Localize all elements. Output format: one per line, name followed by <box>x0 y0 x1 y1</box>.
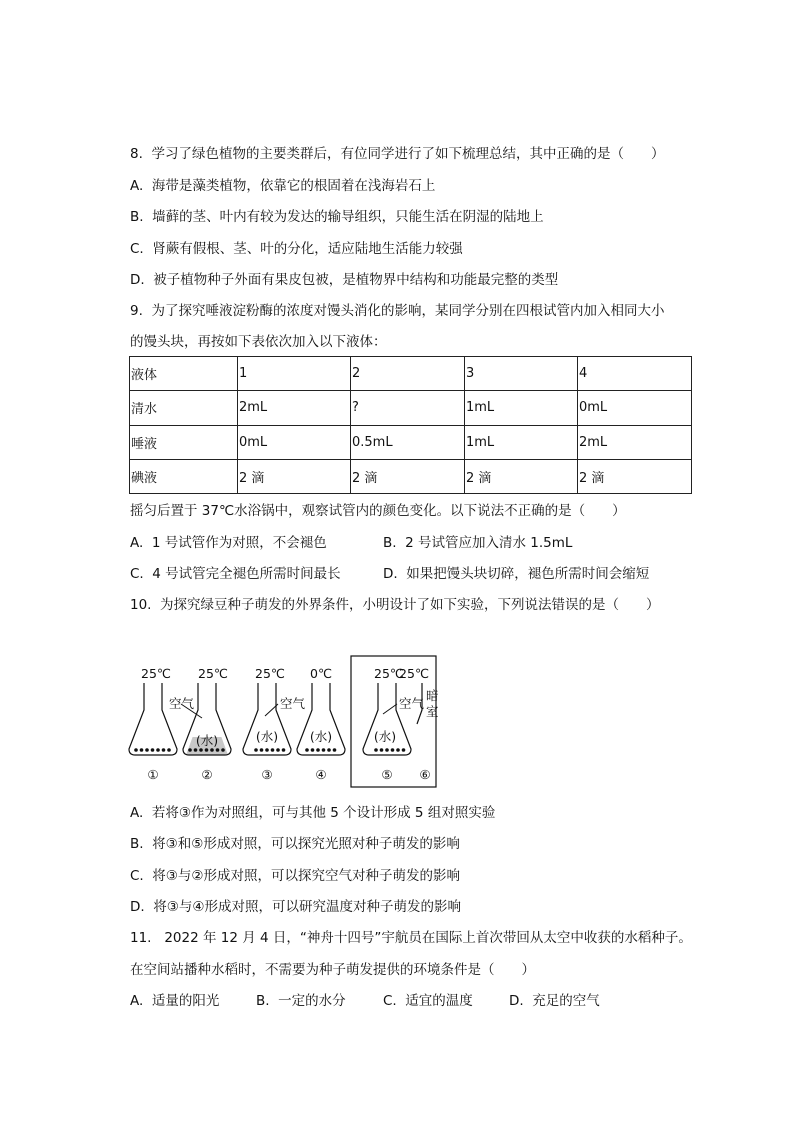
flask-5-number: ⑤ <box>381 767 393 782</box>
flask-6-number: ⑥ <box>419 767 431 782</box>
flask-3-number: ③ <box>261 767 273 782</box>
seed-germination-figure <box>125 652 440 794</box>
q9-stem-line2: 的馒头块，再按如下表依次加入以下液体： <box>130 334 387 350</box>
q9-stem-line1: 9. 为了探究唾液淀粉酶的浓度对馒头消化的影响，某同学分别在四根试管内加入相同大小 <box>130 303 665 319</box>
flask-2-water-label: (水) <box>195 733 219 748</box>
flask-5-temp: 25℃ <box>374 666 404 681</box>
table-cell: 2 滴 <box>578 459 692 493</box>
table-row <box>130 459 692 493</box>
q10-stem: 10. 为探究绿豆种子萌发的外界条件，小明设计了如下实验，下列说法错误的是（ ） <box>130 597 660 613</box>
table-cell: 清水 <box>130 391 238 425</box>
table-cell: 2mL <box>238 391 351 425</box>
q11-option-b: B. 一定的水分 <box>256 993 346 1009</box>
flask-3 <box>243 683 291 755</box>
flask-1 <box>129 683 177 755</box>
table-cell: 碘液 <box>130 459 238 493</box>
q11-option-a: A. 适量的阳光 <box>130 993 220 1009</box>
q9-option-c: C. 4 号试管完全褪色所需时间最长 <box>130 566 341 582</box>
q11-option-d: D. 充足的空气 <box>509 993 600 1009</box>
q8-option-d: D. 被子植物种子外面有果皮包被，是植物界中结构和功能最完整的类型 <box>130 272 559 288</box>
q10-option-d: D. 将③与④形成对照，可以研究温度对种子萌发的影响 <box>130 899 461 915</box>
q10-option-c: C. 将③与②形成对照，可以探究空气对种子萌发的影响 <box>130 868 461 884</box>
table-cell: 1mL <box>465 425 578 459</box>
q9-after-text: 摇匀后置于 37℃水浴锅中，观察试管内的颜色变化。以下说法不正确的是（ ） <box>130 503 626 519</box>
table-cell: 1mL <box>465 391 578 425</box>
table-cell: 0.5mL <box>351 425 465 459</box>
table-header-cell: 液体 <box>130 357 238 391</box>
table-cell: 2 滴 <box>465 459 578 493</box>
flask-4-temp: 0℃ <box>310 666 332 681</box>
flask-2-temp: 25℃ <box>198 666 228 681</box>
q8-option-a: A. 海带是藻类植物，依靠它的根固着在浅海岩石上 <box>130 178 436 194</box>
table-cell: 唾液 <box>130 425 238 459</box>
flask-4-water-label: (水) <box>309 729 333 744</box>
flask-1-temp: 25℃ <box>141 666 171 681</box>
table-cell: 2 滴 <box>238 459 351 493</box>
table-cell: 0mL <box>578 391 692 425</box>
table-row <box>130 391 692 425</box>
table-header-cell: 3 <box>465 357 578 391</box>
table-header-cell: 4 <box>578 357 692 391</box>
dark-room-label-1: 暗 <box>426 688 439 703</box>
table-cell: ? <box>351 391 465 425</box>
q11-stem-line1: 11. 2022 年 12 月 4 日，“神舟十四号”宇航员在国际上首次带回从太空中收获的水稻种子。 <box>130 930 692 946</box>
q11-option-c: C. 适宜的温度 <box>383 993 473 1009</box>
flask-3-temp: 25℃ <box>255 666 285 681</box>
q10-option-b: B. 将③和⑤形成对照，可以探究光照对种子萌发的影响 <box>130 836 460 852</box>
flask-5-water-label: (水) <box>373 729 397 744</box>
air-pointer-3 <box>383 704 397 714</box>
air-label-2: 空气 <box>280 696 306 711</box>
table-cell: 2mL <box>578 425 692 459</box>
q9-table <box>129 356 692 494</box>
flask-6 <box>417 683 422 755</box>
flask-4-number: ④ <box>315 767 327 782</box>
q9-option-d: D. 如果把馒头块切碎，褪色所需时间会缩短 <box>383 566 650 582</box>
table-header-cell: 1 <box>238 357 351 391</box>
flask-2-number: ② <box>201 767 213 782</box>
table-row <box>130 425 692 459</box>
table-cell: 0mL <box>238 425 351 459</box>
flask-5 <box>363 683 411 755</box>
q8-option-c: C. 肾蕨有假根、茎、叶的分化，适应陆地生活能力较强 <box>130 241 463 257</box>
table-header-row <box>130 357 692 391</box>
q10-option-a: A. 若将③作为对照组，可与其他 5 个设计形成 5 组对照实验 <box>130 805 496 821</box>
air-label-1: 空气 <box>169 696 195 711</box>
table-header-cell: 2 <box>351 357 465 391</box>
dark-room-label-2: 室 <box>426 704 439 719</box>
flask-2 <box>183 683 231 755</box>
table-cell: 2 滴 <box>351 459 465 493</box>
q11-stem-line2: 在空间站播种水稻时，不需要为种子萌发提供的环境条件是（ ） <box>130 962 535 978</box>
flask-3-water-label: (水) <box>255 729 279 744</box>
q9-option-b: B. 2 号试管应加入清水 1.5mL <box>383 535 573 551</box>
flask-6-temp: 25℃ <box>399 666 429 681</box>
q9-option-a: A. 1 号试管作为对照，不会褪色 <box>130 535 327 551</box>
flask-4 <box>297 683 345 755</box>
flask-1-number: ① <box>147 767 159 782</box>
q8-option-b: B. 墙藓的茎、叶内有较为发达的输导组织，只能生活在阴湿的陆地上 <box>130 209 544 225</box>
q8-stem: 8. 学习了绿色植物的主要类群后，有位同学进行了如下梳理总结，其中正确的是（ ） <box>130 146 665 162</box>
air-label-3: 空气 <box>399 696 425 711</box>
